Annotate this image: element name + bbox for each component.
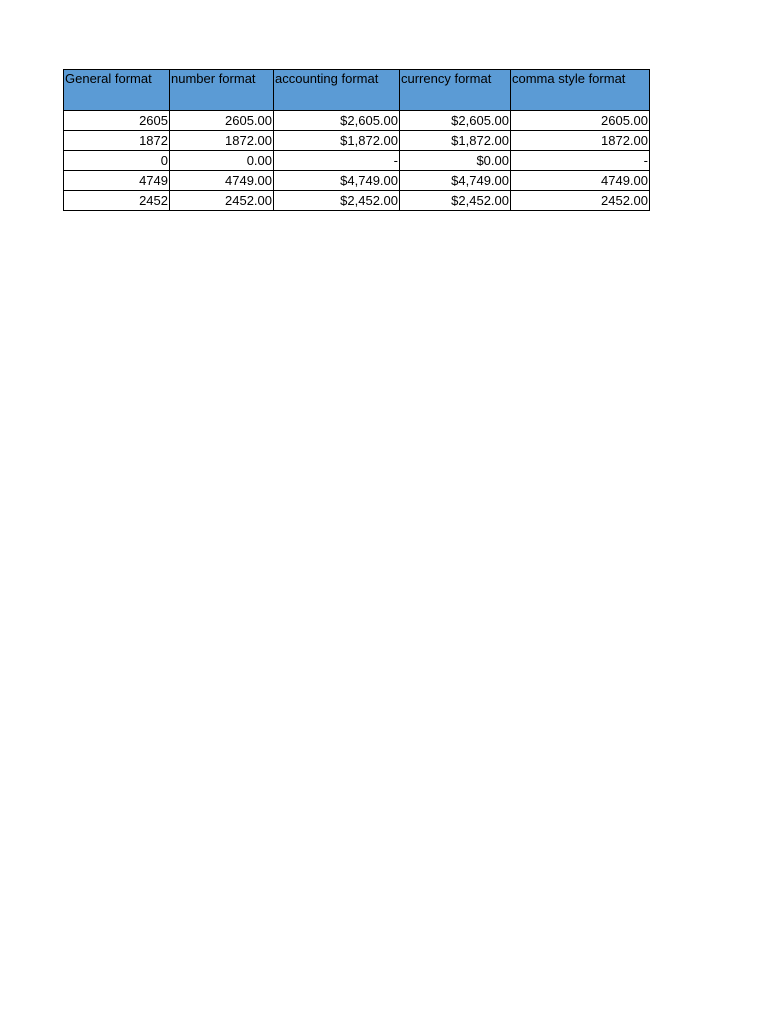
header-comma-style-format: comma style format <box>511 70 650 111</box>
table-cell[interactable]: $1,872.00 <box>400 131 511 151</box>
table-cell[interactable]: 0 <box>64 151 170 171</box>
table-cell[interactable]: 1872.00 <box>170 131 274 151</box>
table-cell[interactable]: 2452.00 <box>170 191 274 211</box>
table-row <box>64 111 650 131</box>
table-cell[interactable]: - <box>274 151 400 171</box>
table-row <box>64 191 650 211</box>
table-cell[interactable]: $2,605.00 <box>400 111 511 131</box>
table-row <box>64 151 650 171</box>
format-table <box>63 69 650 211</box>
table-cell[interactable]: $4,749.00 <box>274 171 400 191</box>
header-number-format: number format <box>170 70 274 111</box>
table-cell[interactable]: $4,749.00 <box>400 171 511 191</box>
table-cell[interactable]: $2,452.00 <box>274 191 400 211</box>
table-cell[interactable]: 1872.00 <box>511 131 650 151</box>
header-currency-format: currency format <box>400 70 511 111</box>
table-cell[interactable]: $2,605.00 <box>274 111 400 131</box>
table-cell[interactable]: 1872 <box>64 131 170 151</box>
header-accounting-format: accounting format <box>274 70 400 111</box>
table-cell[interactable]: 4749.00 <box>511 171 650 191</box>
table-row <box>64 131 650 151</box>
table-cell[interactable]: 2452 <box>64 191 170 211</box>
table-cell[interactable]: 2605.00 <box>170 111 274 131</box>
table-cell[interactable]: $2,452.00 <box>400 191 511 211</box>
table-cell[interactable]: $1,872.00 <box>274 131 400 151</box>
table-row <box>64 171 650 191</box>
header-general-format: General format <box>64 70 170 111</box>
table-cell[interactable]: 4749 <box>64 171 170 191</box>
table-cell[interactable]: $0.00 <box>400 151 511 171</box>
header-row <box>64 70 650 111</box>
table-cell[interactable]: 4749.00 <box>170 171 274 191</box>
table-cell[interactable]: - <box>511 151 650 171</box>
table-cell[interactable]: 0.00 <box>170 151 274 171</box>
table-cell[interactable]: 2452.00 <box>511 191 650 211</box>
table-cell[interactable]: 2605.00 <box>511 111 650 131</box>
table-cell[interactable]: 2605 <box>64 111 170 131</box>
